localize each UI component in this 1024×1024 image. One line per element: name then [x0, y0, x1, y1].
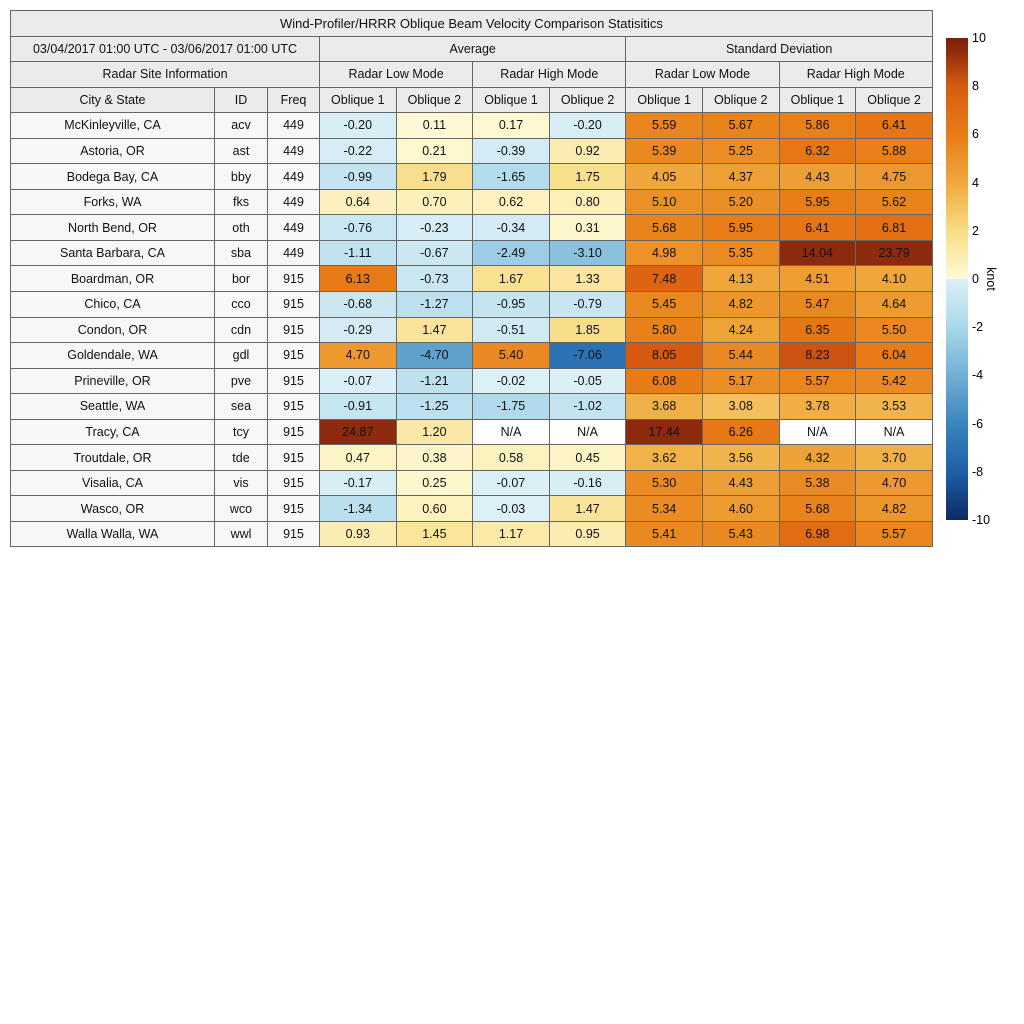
value-cell: 1.47: [549, 496, 626, 522]
freq-cell: 915: [268, 343, 320, 369]
value-cell: -0.16: [549, 470, 626, 496]
id-cell: wco: [215, 496, 268, 522]
value-cell: 0.38: [396, 445, 473, 471]
value-cell: 4.13: [702, 266, 779, 292]
value-cell: 5.40: [473, 343, 550, 369]
colorbar-tick-label: -2: [972, 320, 984, 335]
freq-cell: 915: [268, 496, 320, 522]
value-cell: 24.87: [320, 419, 397, 445]
value-cell: 4.75: [856, 164, 933, 190]
freq-cell: 449: [268, 240, 320, 266]
city-cell: Astoria, OR: [11, 138, 215, 164]
table-title: Wind-Profiler/HRRR Oblique Beam Velocity Comparison Statisitics: [11, 11, 933, 37]
colorbar-tick-label: 0: [972, 272, 979, 286]
table-body: [11, 113, 933, 547]
value-cell: 6.08: [626, 368, 703, 394]
id-cell: pve: [215, 368, 268, 394]
value-cell: 5.45: [626, 292, 703, 318]
group-average: Average: [320, 36, 626, 62]
freq-cell: 915: [268, 368, 320, 394]
table-row: [11, 445, 933, 471]
mode-row: [11, 62, 933, 88]
value-cell: 4.43: [702, 470, 779, 496]
city-cell: Forks, WA: [11, 189, 215, 215]
value-cell: -0.22: [320, 138, 397, 164]
value-cell: -0.76: [320, 215, 397, 241]
value-cell: 0.11: [396, 113, 473, 139]
table-row: [11, 215, 933, 241]
value-cell: 5.86: [779, 113, 856, 139]
value-cell: -4.70: [396, 343, 473, 369]
value-cell: 0.45: [549, 445, 626, 471]
freq-cell: 915: [268, 419, 320, 445]
value-cell: 5.17: [702, 368, 779, 394]
colorbar-unit-label: knot: [984, 267, 998, 291]
value-cell: 5.42: [856, 368, 933, 394]
value-cell: 0.92: [549, 138, 626, 164]
freq-cell: 449: [268, 189, 320, 215]
value-cell: 1.79: [396, 164, 473, 190]
value-cell: 1.33: [549, 266, 626, 292]
value-cell: 0.93: [320, 521, 397, 547]
value-cell: 3.08: [702, 394, 779, 420]
value-cell: N/A: [549, 419, 626, 445]
value-cell: 5.95: [779, 189, 856, 215]
city-cell: Santa Barbara, CA: [11, 240, 215, 266]
value-cell: -2.49: [473, 240, 550, 266]
value-cell: 5.25: [702, 138, 779, 164]
city-cell: McKinleyville, CA: [11, 113, 215, 139]
freq-cell: 449: [268, 215, 320, 241]
col-header-id: ID: [215, 87, 268, 113]
value-cell: 4.82: [702, 292, 779, 318]
value-cell: -1.21: [396, 368, 473, 394]
value-cell: 4.51: [779, 266, 856, 292]
value-cell: 6.13: [320, 266, 397, 292]
freq-cell: 449: [268, 113, 320, 139]
date-range: 03/04/2017 01:00 UTC - 03/06/2017 01:00 UTC: [11, 36, 320, 62]
value-cell: 5.38: [779, 470, 856, 496]
value-cell: 7.48: [626, 266, 703, 292]
value-cell: 5.62: [856, 189, 933, 215]
freq-cell: 915: [268, 317, 320, 343]
value-cell: 14.04: [779, 240, 856, 266]
value-cell: 3.62: [626, 445, 703, 471]
value-cell: 1.17: [473, 521, 550, 547]
sd-low-mode-header: Radar Low Mode: [626, 62, 779, 88]
value-cell: -1.34: [320, 496, 397, 522]
value-cell: -0.73: [396, 266, 473, 292]
value-cell: 5.10: [626, 189, 703, 215]
table-row: [11, 521, 933, 547]
value-cell: -0.91: [320, 394, 397, 420]
value-cell: -0.34: [473, 215, 550, 241]
value-cell: 1.75: [549, 164, 626, 190]
value-cell: 4.24: [702, 317, 779, 343]
value-cell: 1.45: [396, 521, 473, 547]
colorbar-tick-label: 10: [972, 31, 986, 45]
value-cell: 17.44: [626, 419, 703, 445]
avg-low-mode-header: Radar Low Mode: [320, 62, 473, 88]
value-cell: -0.68: [320, 292, 397, 318]
title-row: [11, 11, 933, 37]
column-row: [11, 87, 933, 113]
id-cell: oth: [215, 215, 268, 241]
colorbar-gradient: [946, 38, 968, 520]
value-cell: -0.07: [473, 470, 550, 496]
freq-cell: 915: [268, 445, 320, 471]
table-row: [11, 113, 933, 139]
id-cell: wwl: [215, 521, 268, 547]
value-cell: 4.32: [779, 445, 856, 471]
colorbar-tick-label: -6: [972, 416, 984, 431]
value-cell: 5.88: [856, 138, 933, 164]
city-cell: Tracy, CA: [11, 419, 215, 445]
id-cell: acv: [215, 113, 268, 139]
value-cell: 3.68: [626, 394, 703, 420]
value-cell: 3.70: [856, 445, 933, 471]
table-row: [11, 138, 933, 164]
city-cell: Seattle, WA: [11, 394, 215, 420]
id-cell: bor: [215, 266, 268, 292]
value-cell: -1.65: [473, 164, 550, 190]
value-cell: 0.47: [320, 445, 397, 471]
id-cell: tcy: [215, 419, 268, 445]
city-cell: North Bend, OR: [11, 215, 215, 241]
colorbar: [946, 38, 968, 520]
value-cell: 23.79: [856, 240, 933, 266]
city-cell: Condon, OR: [11, 317, 215, 343]
value-cell: -3.10: [549, 240, 626, 266]
value-cell: 3.53: [856, 394, 933, 420]
value-cell: 4.64: [856, 292, 933, 318]
value-cell: -0.07: [320, 368, 397, 394]
value-cell: 0.25: [396, 470, 473, 496]
table-row: [11, 317, 933, 343]
city-cell: Bodega Bay, CA: [11, 164, 215, 190]
col-header-oblique2: Oblique 2: [549, 87, 626, 113]
site-info-header: Radar Site Information: [11, 62, 320, 88]
value-cell: -0.95: [473, 292, 550, 318]
id-cell: cco: [215, 292, 268, 318]
value-cell: -0.20: [320, 113, 397, 139]
id-cell: cdn: [215, 317, 268, 343]
value-cell: 6.41: [856, 113, 933, 139]
value-cell: 8.23: [779, 343, 856, 369]
id-cell: gdl: [215, 343, 268, 369]
value-cell: -1.02: [549, 394, 626, 420]
value-cell: 3.56: [702, 445, 779, 471]
value-cell: 1.67: [473, 266, 550, 292]
value-cell: 4.10: [856, 266, 933, 292]
col-header-oblique2: Oblique 2: [856, 87, 933, 113]
id-cell: sea: [215, 394, 268, 420]
colorbar-tick-label: 6: [972, 127, 979, 142]
col-header-oblique1: Oblique 1: [779, 87, 856, 113]
value-cell: -0.03: [473, 496, 550, 522]
value-cell: 4.82: [856, 496, 933, 522]
group-row: [11, 36, 933, 62]
value-cell: -0.79: [549, 292, 626, 318]
value-cell: -0.99: [320, 164, 397, 190]
value-cell: 5.44: [702, 343, 779, 369]
value-cell: -1.75: [473, 394, 550, 420]
value-cell: 6.32: [779, 138, 856, 164]
value-cell: 0.64: [320, 189, 397, 215]
value-cell: 5.34: [626, 496, 703, 522]
value-cell: -0.17: [320, 470, 397, 496]
value-cell: -0.23: [396, 215, 473, 241]
table-row: [11, 189, 933, 215]
table-row: [11, 164, 933, 190]
table-row: [11, 266, 933, 292]
city-cell: Visalia, CA: [11, 470, 215, 496]
value-cell: 5.95: [702, 215, 779, 241]
table-row: [11, 292, 933, 318]
value-cell: 5.30: [626, 470, 703, 496]
colorbar-tick-label: -8: [972, 464, 984, 479]
freq-cell: 915: [268, 266, 320, 292]
value-cell: 0.62: [473, 189, 550, 215]
value-cell: -0.02: [473, 368, 550, 394]
value-cell: 5.35: [702, 240, 779, 266]
value-cell: 4.70: [320, 343, 397, 369]
value-cell: N/A: [856, 419, 933, 445]
value-cell: 5.50: [856, 317, 933, 343]
value-cell: 3.78: [779, 394, 856, 420]
value-cell: 5.43: [702, 521, 779, 547]
sd-high-mode-header: Radar High Mode: [779, 62, 932, 88]
id-cell: bby: [215, 164, 268, 190]
table-row: [11, 419, 933, 445]
table-row: [11, 496, 933, 522]
value-cell: 5.20: [702, 189, 779, 215]
colorbar-tick-label: -10: [972, 513, 991, 527]
id-cell: fks: [215, 189, 268, 215]
id-cell: sba: [215, 240, 268, 266]
value-cell: -0.20: [549, 113, 626, 139]
avg-high-mode-header: Radar High Mode: [473, 62, 626, 88]
value-cell: 6.81: [856, 215, 933, 241]
value-cell: -0.51: [473, 317, 550, 343]
colorbar-tick-label: 8: [972, 79, 979, 94]
freq-cell: 915: [268, 394, 320, 420]
col-header-oblique1: Oblique 1: [473, 87, 550, 113]
table-header: [11, 11, 933, 113]
table-row: [11, 343, 933, 369]
value-cell: 0.17: [473, 113, 550, 139]
freq-cell: 449: [268, 164, 320, 190]
value-cell: -1.27: [396, 292, 473, 318]
col-header-oblique1: Oblique 1: [320, 87, 397, 113]
value-cell: 1.47: [396, 317, 473, 343]
value-cell: 0.60: [396, 496, 473, 522]
value-cell: 6.41: [779, 215, 856, 241]
value-cell: 0.58: [473, 445, 550, 471]
city-cell: Walla Walla, WA: [11, 521, 215, 547]
value-cell: 1.85: [549, 317, 626, 343]
value-cell: 5.68: [626, 215, 703, 241]
value-cell: 5.57: [779, 368, 856, 394]
value-cell: -0.67: [396, 240, 473, 266]
value-cell: 5.41: [626, 521, 703, 547]
value-cell: -0.05: [549, 368, 626, 394]
col-header-city: City & State: [11, 87, 215, 113]
value-cell: 4.98: [626, 240, 703, 266]
value-cell: 4.60: [702, 496, 779, 522]
freq-cell: 915: [268, 521, 320, 547]
value-cell: -1.25: [396, 394, 473, 420]
colorbar-tick-label: 2: [972, 223, 979, 238]
city-cell: Goldendale, WA: [11, 343, 215, 369]
value-cell: 5.57: [856, 521, 933, 547]
value-cell: -0.29: [320, 317, 397, 343]
value-cell: 5.39: [626, 138, 703, 164]
city-cell: Boardman, OR: [11, 266, 215, 292]
col-header-oblique2: Oblique 2: [396, 87, 473, 113]
value-cell: 6.35: [779, 317, 856, 343]
col-header-oblique2: Oblique 2: [702, 87, 779, 113]
city-cell: Chico, CA: [11, 292, 215, 318]
freq-cell: 449: [268, 138, 320, 164]
id-cell: ast: [215, 138, 268, 164]
value-cell: 8.05: [626, 343, 703, 369]
freq-cell: 915: [268, 470, 320, 496]
col-header-oblique1: Oblique 1: [626, 87, 703, 113]
value-cell: 4.43: [779, 164, 856, 190]
value-cell: 0.70: [396, 189, 473, 215]
group-stddev: Standard Deviation: [626, 36, 933, 62]
id-cell: vis: [215, 470, 268, 496]
table-row: [11, 240, 933, 266]
comparison-table: [10, 10, 933, 547]
id-cell: tde: [215, 445, 268, 471]
table-row: [11, 394, 933, 420]
value-cell: -0.39: [473, 138, 550, 164]
city-cell: Wasco, OR: [11, 496, 215, 522]
value-cell: 5.80: [626, 317, 703, 343]
table-row: [11, 368, 933, 394]
city-cell: Prineville, OR: [11, 368, 215, 394]
city-cell: Troutdale, OR: [11, 445, 215, 471]
value-cell: 4.05: [626, 164, 703, 190]
value-cell: 1.20: [396, 419, 473, 445]
value-cell: 6.04: [856, 343, 933, 369]
value-cell: 5.67: [702, 113, 779, 139]
colorbar-tick-label: -4: [972, 368, 984, 383]
col-header-freq: Freq: [268, 87, 320, 113]
value-cell: 0.21: [396, 138, 473, 164]
value-cell: 5.47: [779, 292, 856, 318]
value-cell: 5.68: [779, 496, 856, 522]
value-cell: 0.80: [549, 189, 626, 215]
value-cell: N/A: [779, 419, 856, 445]
freq-cell: 915: [268, 292, 320, 318]
value-cell: 0.95: [549, 521, 626, 547]
value-cell: 6.98: [779, 521, 856, 547]
value-cell: 5.59: [626, 113, 703, 139]
value-cell: 4.37: [702, 164, 779, 190]
value-cell: -7.06: [549, 343, 626, 369]
colorbar-tick-label: 4: [972, 175, 979, 190]
value-cell: N/A: [473, 419, 550, 445]
value-cell: 4.70: [856, 470, 933, 496]
table-row: [11, 470, 933, 496]
value-cell: -1.11: [320, 240, 397, 266]
value-cell: 6.26: [702, 419, 779, 445]
value-cell: 0.31: [549, 215, 626, 241]
